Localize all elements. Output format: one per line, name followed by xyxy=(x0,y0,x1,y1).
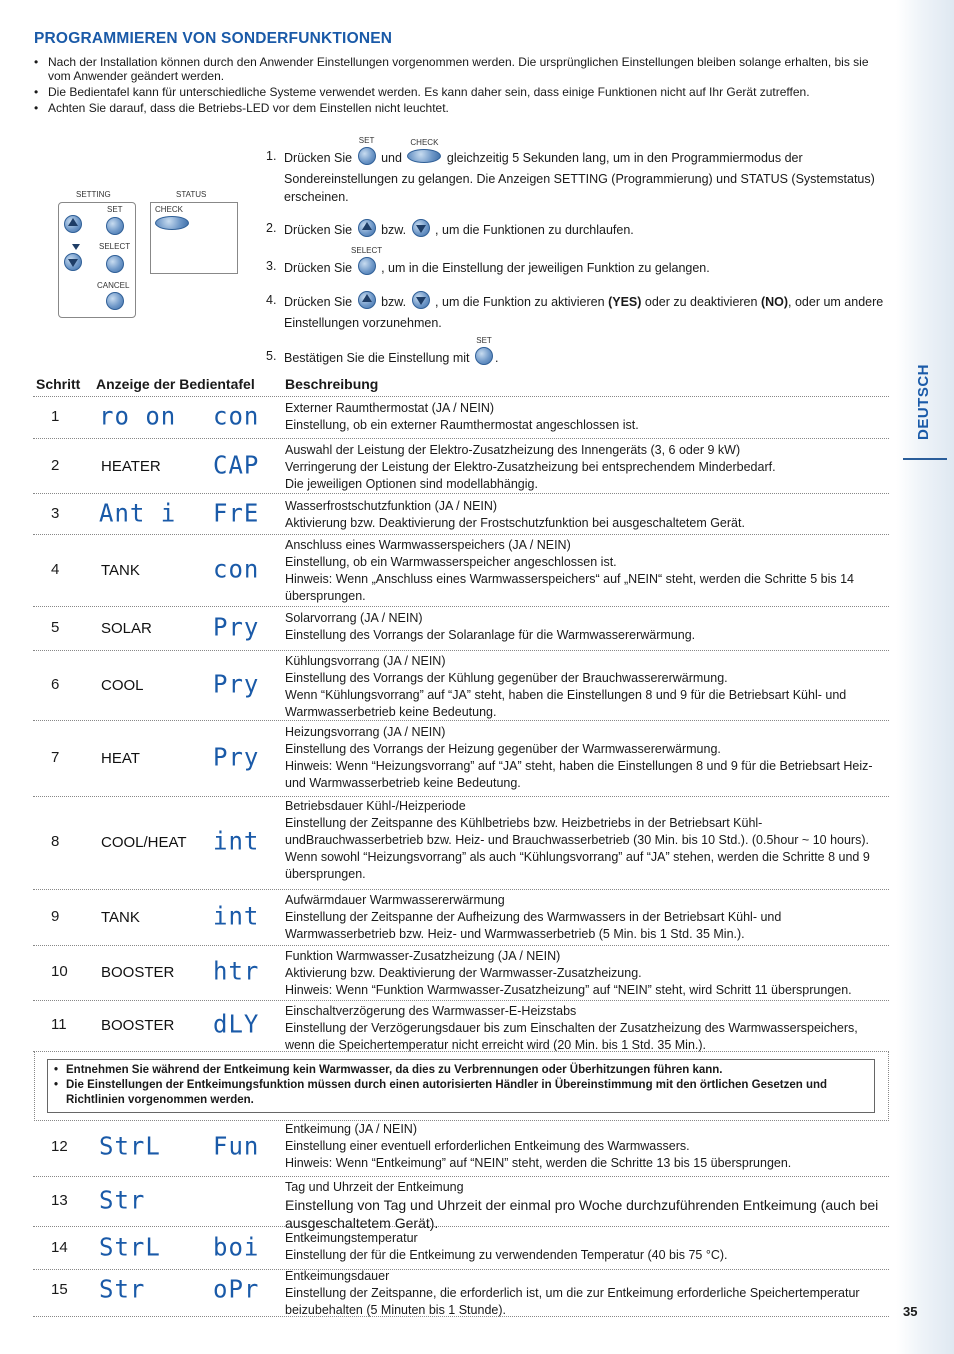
round-button-icon xyxy=(358,147,376,165)
down-button-inline xyxy=(412,291,430,314)
step-text xyxy=(284,291,884,332)
row-description xyxy=(285,1121,889,1172)
warning-item: • Die Einstellungen der Entkeimungsfunktion müssen durch einen autorisierten Händler in Übereinstimmung mit den örtlichen Gesetzen und Richtlinien vorgenommen werden. xyxy=(54,1078,868,1108)
step-text-part: Drücken Sie xyxy=(284,260,353,275)
step-text-part: , oder um andere Einstellungen vorzunehmen. xyxy=(284,294,884,330)
step-text-part: gleichzeitig 5 Sekunden lang, um in den Programmiermodus der Sondereinstellungen zu gelangen. Die Anzeigen SETTING (Programmierung) und STATUS (Systemstatus) erscheinen. xyxy=(284,150,875,204)
description-line: Einstellung, ob ein externer Raumthermostat angeschlossen ist. xyxy=(285,418,639,432)
panel-label: TANK xyxy=(101,562,140,579)
warning-box xyxy=(47,1059,875,1113)
table-row xyxy=(33,608,889,651)
oval-button-icon xyxy=(407,149,441,163)
arrow-down-icon xyxy=(416,297,426,305)
row-description xyxy=(285,892,889,943)
description-line: Einstellung der Verzögerungsdauer bis zum Einschalten der Zusatzheizung des Warmwasserspeichers, wenn die Speichertemperatur nicht erreicht wird (20 Min. bis 1 Std. 35 Min.). xyxy=(285,1021,858,1052)
step-text-part: Drücken Sie xyxy=(284,222,353,237)
step-text xyxy=(284,246,884,280)
segment-display-left: StrL xyxy=(99,1131,161,1161)
row-description xyxy=(285,1268,889,1319)
description-line: Entkeimungstemperatur xyxy=(285,1231,418,1245)
description-line: Betriebsdauer Kühl-/Heizperiode xyxy=(285,799,466,813)
select-button-inline xyxy=(351,246,383,280)
intro-item: • Die Bedientafel kann für unterschiedliche Systeme verwendet werden. Es kann daher sein, dass einige Funktionen nicht auf Ihr Gerät zutreffen. xyxy=(34,85,884,99)
panel-label: HEAT xyxy=(101,750,140,767)
table-row xyxy=(33,398,889,439)
description-line: Tag und Uhrzeit der Entkeimung xyxy=(285,1180,464,1194)
setting-button-group xyxy=(58,202,136,318)
round-button-icon xyxy=(412,219,430,237)
description-line: Aufwärmdauer Warmwassererwärmung xyxy=(285,893,505,907)
description-line: Heizungsvorrang (JA / NEIN) xyxy=(285,725,446,739)
status-label: STATUS xyxy=(176,190,207,199)
warning-list xyxy=(54,1063,868,1108)
table-row xyxy=(33,1119,889,1177)
select-button xyxy=(106,255,124,273)
table-row xyxy=(33,651,889,721)
step-number: 5. xyxy=(266,349,277,363)
step-number: 3 xyxy=(51,505,60,522)
segment-display-right: FrE xyxy=(213,498,260,528)
description-line: Entkeimungsdauer xyxy=(285,1269,390,1283)
check-button-inline xyxy=(407,138,441,168)
cancel-button xyxy=(106,292,124,310)
row-description xyxy=(285,1179,889,1232)
row-description xyxy=(285,798,889,883)
row-description xyxy=(285,610,889,644)
panel-label: TANK xyxy=(101,909,140,926)
panel-label: SOLAR xyxy=(101,620,152,637)
step-text-part: Drücken Sie xyxy=(284,294,353,309)
set-caption: SET xyxy=(358,136,375,145)
row-description xyxy=(285,400,889,434)
arrow-down-icon xyxy=(68,259,78,267)
check-caption: CHECK xyxy=(410,138,439,147)
table-row xyxy=(33,496,889,535)
table-row xyxy=(33,535,889,607)
step-number: 7 xyxy=(51,749,60,766)
description-line: Einstellung von Tag und Uhrzeit der einmal pro Woche durchzuführenden Entkeimung (auch bei ausgeschaltetem Gerät). xyxy=(285,1197,879,1231)
select-label: SELECT xyxy=(99,242,131,251)
remote-panel-illustration xyxy=(58,190,238,318)
step-text-part: Drücken Sie xyxy=(284,150,353,165)
segment-display-left: StrL xyxy=(99,1232,161,1262)
yes-label: (YES) xyxy=(608,294,642,309)
header-description: Beschreibung xyxy=(285,376,379,392)
description-line: Wenn “Kühlungsvorrang” auf “JA” steht, haben die Einstellungen 8 und 9 für die Betriebsart Kühl- und Warmwasserbetrieb keine Bedeutung. xyxy=(285,688,847,719)
step-number: 13 xyxy=(51,1192,68,1209)
step-number: 4 xyxy=(51,561,60,578)
intro-item: • Nach der Installation können durch den Anwender Einstellungen vorgenommen werden. Die ursprünglichen Einstellungen bleiben solange erhalten, bis sie vom Anwender geändert werden. xyxy=(34,55,884,83)
row-description xyxy=(285,653,889,721)
warning-item: • Entnehmen Sie während der Entkeimung kein Warmwasser, da dies zu Verbrennungen oder Überhitzungen führen kann. xyxy=(54,1063,868,1078)
arrow-up-icon xyxy=(362,222,372,230)
description-line: Einstellung der für die Entkeimung zu verwendenden Temperatur (40 bis 75 °C). xyxy=(285,1248,728,1262)
down-button-inline xyxy=(412,219,430,242)
language-tab xyxy=(903,362,947,460)
step-text xyxy=(284,136,884,206)
panel-label: HEATER xyxy=(101,458,161,475)
segment-display-right: Fun xyxy=(213,1131,260,1161)
step-text xyxy=(284,336,884,370)
step-text-part: , um die Funktion zu aktivieren xyxy=(435,294,605,309)
description-line: Hinweis: Wenn “Funktion Warmwasser-Zusatzheizung” auf “NEIN” steht, wird Schritt 11 übersprungen. xyxy=(285,983,852,997)
row-description xyxy=(285,1003,889,1054)
description-line: Die jeweiligen Optionen sind modellabhängig. xyxy=(285,477,538,491)
description-line: Hinweis: Wenn „Anschluss eines Warmwasserspeichers“ auf „NEIN“ steht, werden die Schritte 5 bis 14 übersprungen. xyxy=(285,572,854,603)
panel-label: BOOSTER xyxy=(101,964,175,981)
description-line: Hinweis: Wenn “Entkeimung” auf “NEIN” steht, werden die Schritte 13 bis 15 übersprungen. xyxy=(285,1156,792,1170)
row-description xyxy=(285,537,889,605)
row-description xyxy=(285,442,889,493)
table-row xyxy=(33,440,889,494)
description-line: Einstellung des Vorrangs der Solaranlage für die Warmwassererwärmung. xyxy=(285,628,696,642)
description-line: Auswahl der Leistung der Elektro-Zusatzheizung des Innengeräts (3, 6 oder 9 kW) xyxy=(285,443,741,457)
description-line: Einschaltverzögerung des Warmwasser-E-Heizstabs xyxy=(285,1004,577,1018)
description-line: Wasserfrostschutzfunktion (JA / NEIN) xyxy=(285,499,498,513)
set-label: SET xyxy=(107,205,123,214)
intro-list xyxy=(34,55,884,117)
segment-display-right: int xyxy=(213,826,260,856)
step-number: 10 xyxy=(51,963,68,980)
table-row xyxy=(33,1228,889,1270)
description-line: Einstellung der Zeitspanne, die erforderlich ist, um die zur Entkeimung erforderliche Speichertemperatur beizubehalten (5 Minuten bis 1 Stunde). xyxy=(285,1286,860,1317)
check-button xyxy=(155,216,189,230)
round-button-icon xyxy=(358,219,376,237)
table-row xyxy=(33,1001,889,1052)
round-button-icon xyxy=(358,291,376,309)
segment-display-right: CAP xyxy=(213,450,260,480)
page-number: 35 xyxy=(903,1304,918,1319)
step-number: 3. xyxy=(266,259,277,273)
setting-label: SETTING xyxy=(76,190,111,199)
panel-label: COOL/HEAT xyxy=(101,834,187,851)
step-number: 11 xyxy=(51,1016,67,1033)
segment-display-right: oPr xyxy=(213,1274,260,1304)
step-number: 2. xyxy=(266,221,277,235)
step-number: 1. xyxy=(266,149,277,163)
check-label: CHECK xyxy=(155,205,184,214)
small-down-arrow-icon xyxy=(72,244,80,250)
description-line: Kühlungsvorrang (JA / NEIN) xyxy=(285,654,446,668)
table-row xyxy=(33,796,889,890)
step-number: 9 xyxy=(51,908,60,925)
status-button-group xyxy=(150,202,238,274)
segment-display-right: Pry xyxy=(213,742,260,772)
row-description xyxy=(285,724,889,792)
table-row xyxy=(33,722,889,797)
header-display: Anzeige der Bedientafel xyxy=(96,376,255,392)
description-line: Einstellung der Zeitspanne des Kühlbetriebs bzw. Heizbetriebs in der Betriebsart Kühl- undBrauchwasserbetrieb bzw. Heiz- und Brauchwasserbetrieb (30 Min. bis 10 Std.). (0.5hour ~ 10 hours). Wenn sowohl “Heizungsvorrang” als auch “Kühlungsvorrang” auf “JA” stehen, werden die Schritte 8 und 9 übersprungen. xyxy=(285,816,870,881)
description-line: Einstellung des Vorrangs der Heizung gegenüber der Warmwassererwärmung. xyxy=(285,742,721,756)
arrow-up-icon xyxy=(68,218,78,226)
round-button-icon xyxy=(412,291,430,309)
description-line: Entkeimung (JA / NEIN) xyxy=(285,1122,417,1136)
right-margin-strip xyxy=(896,0,954,1354)
row-description xyxy=(285,1230,889,1264)
step-text-part: bzw. xyxy=(381,222,407,237)
description-line: Einstellung des Vorrangs der Kühlung gegenüber der Brauchwassererwärmung. xyxy=(285,671,728,685)
set-button xyxy=(106,217,124,235)
step-text-part: oder zu deaktivieren xyxy=(644,294,758,309)
row-description xyxy=(285,948,889,999)
description-line: Aktivierung bzw. Deaktivierung der Frostschutzfunktion bei ausgeschaltetem Gerät. xyxy=(285,516,745,530)
step-number: 12 xyxy=(51,1138,68,1155)
table-row xyxy=(33,946,889,1001)
description-line: Einstellung der Zeitspanne der Aufheizung des Warmwassers in der Betriebsart Kühl- und Warmwasserbetrieb bzw. Heiz- und Warmwasserbetrieb (5 Min. bis 1 Std. 35 Min.). xyxy=(285,910,782,941)
select-caption: SELECT xyxy=(351,246,383,255)
segment-display-left: Str xyxy=(99,1185,146,1215)
step-text-part: , um die Funktionen zu durchlaufen. xyxy=(435,222,634,237)
step-text-part: bzw. xyxy=(381,294,407,309)
description-line: Anschluss eines Warmwasserspeichers (JA / NEIN) xyxy=(285,538,571,552)
description-line: Externer Raumthermostat (JA / NEIN) xyxy=(285,401,495,415)
step-number: 4. xyxy=(266,293,277,307)
row-description xyxy=(285,498,889,532)
description-line: Funktion Warmwasser-Zusatzheizung (JA / NEIN) xyxy=(285,949,561,963)
description-line: Einstellung, ob ein Warmwasserspeicher angeschlossen ist. xyxy=(285,555,617,569)
cancel-label: CANCEL xyxy=(97,281,130,290)
step-number: 5 xyxy=(51,619,60,636)
set-button-inline xyxy=(358,136,376,170)
down-button xyxy=(64,253,82,271)
no-label: (NO) xyxy=(760,294,789,309)
arrow-up-icon xyxy=(362,294,372,302)
panel-label: BOOSTER xyxy=(101,1017,175,1034)
segment-display-left: Ant i xyxy=(99,498,177,528)
set-button-inline xyxy=(475,336,493,370)
segment-display-left: Str xyxy=(99,1274,146,1304)
round-button-icon xyxy=(358,257,376,275)
step-number: 8 xyxy=(51,833,60,850)
header-step: Schritt xyxy=(36,376,81,392)
up-button xyxy=(64,215,82,233)
segment-display-right: Pry xyxy=(213,669,260,699)
round-button-icon xyxy=(475,347,493,365)
step-number: 1 xyxy=(51,408,60,425)
description-line: Hinweis: Wenn “Heizungsvorrang” auf “JA” steht, haben die Einstellungen 8 und 9 für die Betriebsart Heiz- und Warmwasserbetrieb keine Bedeutung. xyxy=(285,759,873,790)
description-line: Einstellung einer eventuell erforderlichen Entkeimung des Warmwassers. xyxy=(285,1139,690,1153)
step-text xyxy=(284,219,884,242)
set-caption: SET xyxy=(476,336,492,345)
step-text-part: und xyxy=(381,150,402,165)
intro-item: • Achten Sie darauf, dass die Betriebs-LED vor dem Einstellen nicht leuchtet. xyxy=(34,101,884,115)
step-number: 2 xyxy=(51,457,60,474)
panel-label: COOL xyxy=(101,677,144,694)
segment-display-right: con xyxy=(213,401,260,431)
segment-display-right: boi xyxy=(213,1232,260,1262)
language-tab-label: DEUTSCH xyxy=(915,363,932,440)
table-row xyxy=(33,1177,889,1231)
table-row xyxy=(33,1266,889,1317)
step-text-part: . xyxy=(495,350,499,365)
up-button-inline xyxy=(358,291,376,314)
description-line: Aktivierung bzw. Deaktivierung der Warmwasser-Zusatzheizung. xyxy=(285,966,642,980)
description-line: Solarvorrang (JA / NEIN) xyxy=(285,611,423,625)
page-title: PROGRAMMIEREN VON SONDERFUNKTIONEN xyxy=(34,30,393,47)
description-line: Verringerung der Leistung der Elektro-Zusatzheizung bei entsprechendem Minderbedarf. xyxy=(285,460,776,474)
segment-display-right: htr xyxy=(213,956,260,986)
arrow-down-icon xyxy=(416,225,426,233)
step-text-part: Bestätigen Sie die Einstellung mit xyxy=(284,350,470,365)
segment-display-right: dLY xyxy=(213,1009,260,1039)
up-button-inline xyxy=(358,219,376,242)
segment-display-right: Pry xyxy=(213,612,260,642)
table-row xyxy=(33,890,889,946)
segment-display-right: int xyxy=(213,901,260,931)
step-text-part: , um in die Einstellung der jeweiligen Funktion zu gelangen. xyxy=(381,260,710,275)
step-number: 6 xyxy=(51,676,60,693)
header-divider xyxy=(33,396,889,397)
step-number: 15 xyxy=(51,1281,68,1298)
segment-display-right: con xyxy=(213,554,260,584)
segment-display-left: ro on xyxy=(99,401,177,431)
step-number: 14 xyxy=(51,1239,68,1256)
